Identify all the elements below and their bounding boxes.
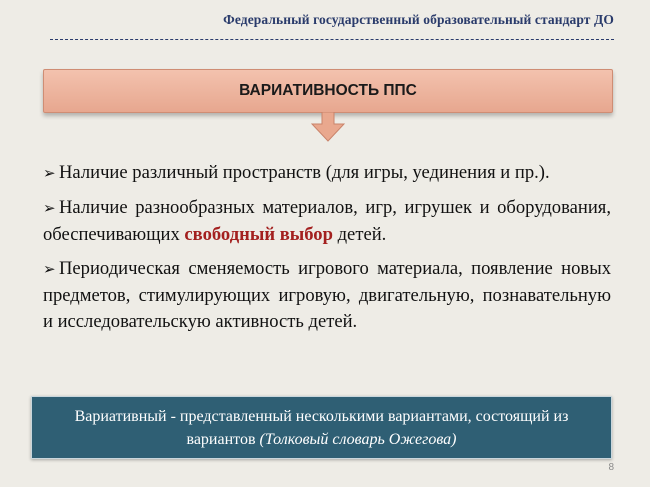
bullet-list [43,160,611,343]
bullet-text: Наличие разнообразных материалов, игр, игрушек и оборудования, обеспечивающих [43,197,611,245]
title-box-label: ВАРИАТИВНОСТЬ ППС [239,82,417,99]
bullet-text: Периодическая сменяемость игрового материала, появление новых предметов, стимулирующих игровую, двигательную, познавательную и исследовательскую активность детей. [43,258,611,332]
bullet-item-spaces [43,160,611,187]
definition-text: Вариативный - представленный несколькими вариантами, состоящий из вариантов [74,407,569,448]
definition-content [44,405,599,451]
slide-number: 8 [608,462,614,473]
bullet-item-materials [43,195,611,248]
definition-box [31,396,612,459]
header-divider [50,39,614,40]
definition-source: (Толковый словарь Ожегова) [259,430,457,448]
arrow-bullet-icon: ➢ [43,201,56,217]
bullet-highlight: свободный выбор [184,224,333,245]
arrow-bullet-icon: ➢ [43,262,56,278]
bullet-text: Наличие различный пространств (для игры, уединения и пр.). [59,162,550,183]
bullet-text-end: детей. [332,224,387,245]
header-title: Федеральный государственный образовательный стандарт ДО [223,12,614,27]
arrow-bullet-icon: ➢ [43,166,56,182]
title-box [43,69,613,113]
down-arrow-icon [311,112,345,142]
bullet-item-rotation [43,256,611,335]
